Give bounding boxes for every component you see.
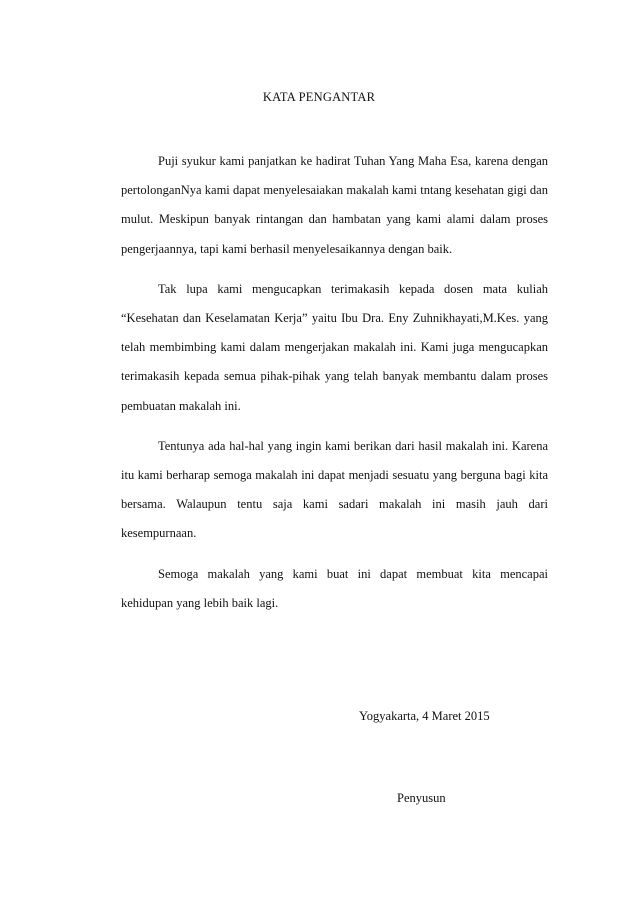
paragraph-3: Tentunya ada hal-hal yang ingin kami berikan dari hasil makalah ini. Karena itu kami berharap semoga makalah ini dapat menjadi sesuatu yang berguna bagi kita bersama. Walaupun tentu saja kami sadari makalah ini masih jauh dari kesempurnaan. bbox=[121, 438, 548, 541]
body-text bbox=[121, 147, 548, 618]
signer-label: Penyusun bbox=[397, 791, 446, 805]
paragraph-2: Tak lupa kami mengucapkan terimakasih kepada dosen mata kuliah “Kesehatan dan Keselamatan Kerja” yaitu Ibu Dra. Eny Zuhnikhayati,M.Kes. yang telah membimbing kami dalam mengerjakan makalah ini. Kami juga mengucapkan terimakasih kepada semua pihak-pihak yang telah banyak membantu dalam proses pembuatan makalah ini. bbox=[121, 281, 548, 413]
page-title: KATA PENGANTAR bbox=[262, 90, 376, 104]
place-date: Yogyakarta, 4 Maret 2015 bbox=[359, 709, 490, 723]
paragraph-4: Semoga makalah yang kami buat ini dapat membuat kita mencapai kehidupan yang lebih baik lagi. bbox=[121, 566, 548, 610]
paragraph-1: Puji syukur kami panjatkan ke hadirat Tuhan Yang Maha Esa, karena dengan pertolonganNya kami dapat menyelesaiakan makalah kami tntang kesehatan gigi dan mulut. Meskipun banyak rintangan dan hambatan yang kami alami dalam proses pengerjaannya, tapi kami berhasil menyelesaikannya dengan baik. bbox=[121, 154, 548, 256]
